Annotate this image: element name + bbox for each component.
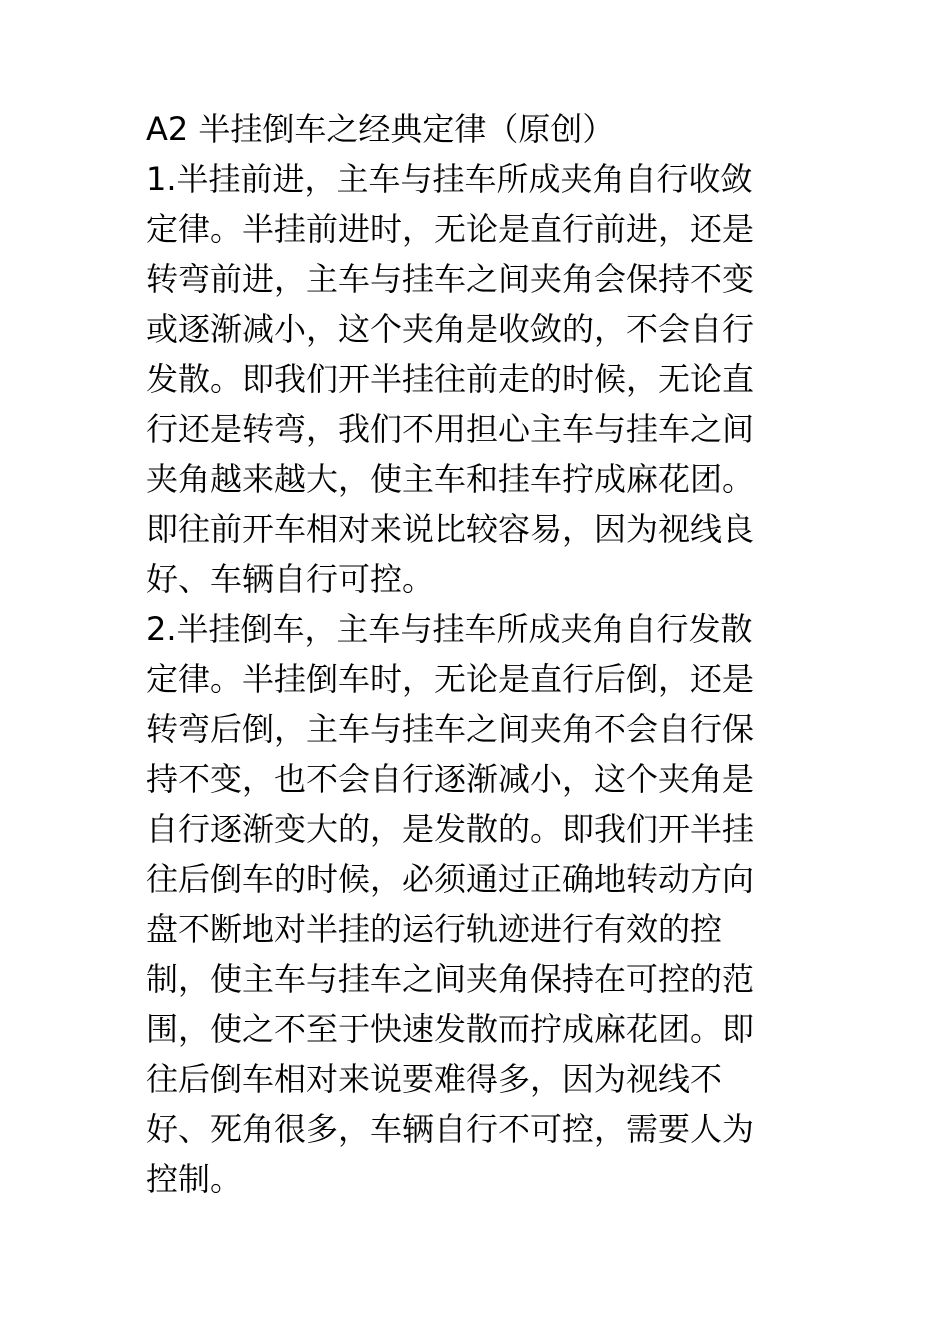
text-line: 往后倒车相对来说要难得多，因为视线不 xyxy=(146,1060,723,1098)
text-line: 持不变，也不会自行逐渐减小，这个夹角是 xyxy=(146,760,755,798)
document-title: A2 半挂倒车之经典定律（原创） xyxy=(146,110,615,148)
text-line: 制，使主车与挂车之间夹角保持在可控的范 xyxy=(146,960,755,998)
text-line: 夹角越来越大，使主车和挂车拧成麻花团。 xyxy=(146,460,755,498)
text-line: 2.半挂倒车，主车与挂车所成夹角自行发散 xyxy=(146,610,753,648)
text-line: 转弯前进，主车与挂车之间夹角会保持不变 xyxy=(146,260,755,298)
text-line: 盘不断地对半挂的运行轨迹进行有效的控 xyxy=(146,910,723,948)
text-line: 即往前开车相对来说比较容易，因为视线良 xyxy=(146,510,755,548)
document-body xyxy=(146,104,810,1204)
text-line: 自行逐渐变大的，是发散的。即我们开半挂 xyxy=(146,810,755,848)
text-line: 控制。 xyxy=(146,1160,243,1198)
text-line: 转弯后倒，主车与挂车之间夹角不会自行保 xyxy=(146,710,755,748)
text-line: 定律。半挂倒车时，无论是直行后倒，还是 xyxy=(146,660,755,698)
text-line: 发散。即我们开半挂往前走的时候，无论直 xyxy=(146,360,755,398)
text-line: 行还是转弯，我们不用担心主车与挂车之间 xyxy=(146,410,755,448)
text-line: 或逐渐减小，这个夹角是收敛的，不会自行 xyxy=(146,310,755,348)
text-line: 定律。半挂前进时，无论是直行前进，还是 xyxy=(146,210,755,248)
text-line: 往后倒车的时候，必须通过正确地转动方向 xyxy=(146,860,755,898)
text-line: 1.半挂前进，主车与挂车所成夹角自行收敛 xyxy=(146,160,753,198)
text-line: 围，使之不至于快速发散而拧成麻花团。即 xyxy=(146,1010,755,1048)
text-line: 好、死角很多，车辆自行不可控，需要人为 xyxy=(146,1110,755,1148)
text-line: 好、车辆自行可控。 xyxy=(146,560,435,598)
